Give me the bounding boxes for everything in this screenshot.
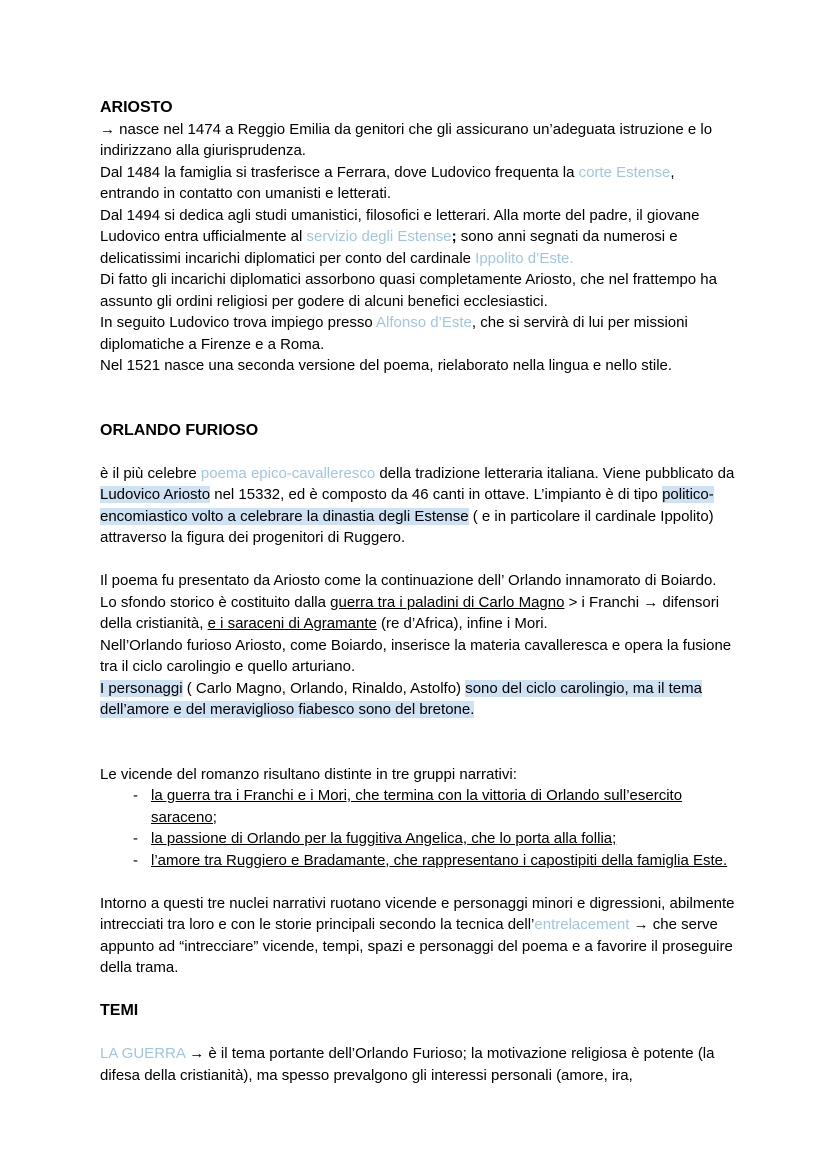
blank-line [100, 398, 736, 420]
blank-line [100, 721, 736, 743]
text-run: nel 15332, ed è composto da 46 canti in ottave. L’impianto è di tipo [210, 486, 663, 503]
text-run: (re d’Africa), infine i Mori. [376, 615, 548, 632]
accent-text-run: servizio degli Estense [306, 228, 452, 245]
text-run: Nell’Orlando furioso Ariosto, come Boiardo, inserisce la materia cavalleresca e opera la fusione tra il ciclo carolingio e quello arturiano. [100, 636, 732, 675]
text-run: → nasce nel 1474 a Reggio Emilia da genitori che gli assicurano un’adeguata istruzione e lo indirizzano alla giurisprudenza. [100, 120, 713, 159]
underlined-text-run: guerra tra i paladini di Carlo Magno [330, 593, 565, 611]
list-item [100, 785, 736, 828]
list-item [100, 850, 736, 872]
text-run: sono anni segnati da numerosi e delicatissimi incarichi diplomatici per conto del cardinale [100, 228, 678, 267]
paragraph [100, 635, 736, 678]
heading-orlando-furioso [100, 420, 736, 442]
paragraph [100, 678, 736, 721]
blank-line [100, 871, 736, 893]
text-run: → che serve appunto ad “intrecciare” vicende, tempi, spazi e personaggi del poema e a favorire il proseguire della trama. [100, 916, 733, 976]
highlighted-text-run: I personaggi [100, 679, 183, 697]
highlighted-text-run: Ludovico Ariosto [100, 486, 211, 503]
heading-temi [100, 1000, 736, 1022]
text-run: ARIOSTO [100, 99, 173, 116]
accent-text-run: Alfonso d’Este [376, 314, 472, 331]
text-run: In seguito Ludovico trova impiego presso [100, 314, 376, 331]
text-run: Di fatto gli incarichi diplomatici assorbono quasi completamente Ariosto, che nel frattempo ha assunto gli ordini religiosi per godere di alcuni benefici ecclesiastici. [100, 271, 717, 310]
bullet-marker: - [133, 830, 138, 847]
highlighted-text-run: politico-encomiastico volto a celebrare la dinastia degli Estense [100, 486, 714, 525]
paragraph [100, 570, 736, 635]
blank-line [100, 441, 736, 463]
text-run: , che si servirà di lui per missioni diplomatiche a Firenze e a Roma. [100, 314, 688, 353]
paragraph [100, 162, 736, 205]
paragraph [100, 1043, 736, 1086]
paragraph [100, 463, 736, 549]
text-run: ( e in particolare il cardinale Ippolito) attraverso la figura dei progenitori di Ruggero. [100, 507, 714, 546]
paragraph [100, 764, 736, 786]
text-run: → è il tema portante dell’Orlando Furioso; la motivazione religiosa è potente (la difesa della cristianità), ma spesso prevalgono gli interessi personali (amore, ira, [100, 1045, 715, 1084]
paragraph [100, 312, 736, 355]
blank-line [100, 742, 736, 764]
bullet-list [100, 785, 736, 871]
underlined-text-run: l’amore tra Ruggiero e Bradamante, che rappresentano i capostipiti della famiglia Este. [151, 851, 728, 869]
accent-text-run: entrelacement [534, 916, 630, 933]
list-item-text [151, 785, 736, 828]
blank-line [100, 1022, 736, 1044]
bullet-marker: - [133, 851, 138, 869]
paragraph [100, 119, 736, 162]
list-item [100, 828, 736, 850]
bullet-marker: - [133, 787, 138, 804]
paragraph [100, 205, 736, 270]
blank-line [100, 549, 736, 571]
paragraph [100, 355, 736, 377]
list-item-text [151, 850, 736, 872]
document-page [100, 97, 736, 1086]
highlighted-text-run: sono del ciclo carolingio, ma il tema dell’amore e del meraviglioso fiabesco sono del bretone. [100, 679, 702, 718]
underlined-text-run: e i saraceni di Agramante [207, 615, 377, 632]
text-run: ORLANDO FURIOSO [100, 421, 259, 439]
paragraph [100, 893, 736, 979]
text-run: TEMI [100, 1002, 139, 1019]
list-item-text [151, 828, 736, 850]
heading-ariosto [100, 97, 736, 119]
blank-line [100, 377, 736, 399]
text-run: ( Carlo Magno, Orlando, Rinaldo, Astolfo) [182, 679, 466, 697]
accent-text-run: Ippolito d’Este. [475, 249, 574, 267]
text-run: > i Franchi → difensori della cristianità, [100, 593, 720, 632]
paragraph [100, 269, 736, 312]
text-run: Intorno a questi tre nuclei narrativi ruotano vicende e personaggi minori e digressioni, abilmente intrecciati tra loro e con le storie principali secondo la tecnica dell’ [100, 894, 735, 933]
underlined-text-run: la passione di Orlando per la fuggitiva Angelica, che lo porta alla follia; [151, 830, 617, 847]
text-run: ; [451, 228, 457, 245]
accent-text-run: poema epico-cavalleresco [200, 464, 376, 482]
text-run: Dal 1484 la famiglia si trasferisce a Ferrara, dove Ludovico frequenta la [100, 163, 579, 181]
text-run: della tradizione letteraria italiana. Viene pubblicato da [375, 464, 735, 482]
text-run: Il poema fu presentato da Ariosto come la continuazione dell’ Orlando innamorato di Boiardo. Lo sfondo storico è costituito dalla [100, 572, 717, 611]
accent-text-run: LA GUERRA [100, 1045, 186, 1062]
text-run: è il più celebre [100, 464, 201, 482]
text-run: Dal 1494 si dedica agli studi umanistici, filosofici e letterari. Alla morte del padre, il giovane Ludovico entra ufficialmente al [100, 206, 700, 245]
underlined-text-run: la guerra tra i Franchi e i Mori, che termina con la vittoria di Orlando sull’esercito saraceno; [151, 787, 683, 826]
text-run: Le vicende del romanzo risultano distinte in tre gruppi narrativi: [100, 765, 517, 783]
blank-line [100, 979, 736, 1001]
text-run: Nel 1521 nasce una seconda versione del poema, rielaborato nella lingua e nello stile. [100, 357, 673, 374]
accent-text-run: corte Estense [578, 163, 671, 181]
text-run: , entrando in contatto con umanisti e letterati. [100, 163, 675, 202]
